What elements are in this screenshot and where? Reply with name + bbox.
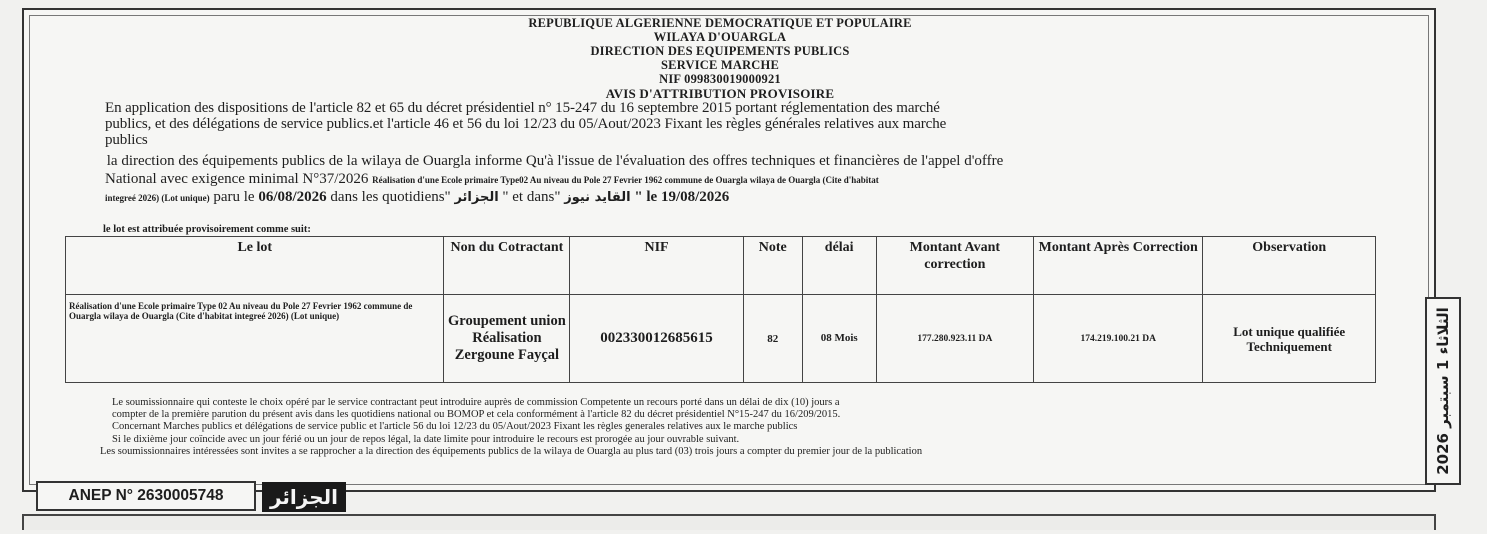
body-line-2 bbox=[105, 171, 1405, 188]
cell-contractant: Groupement union Réalisation Zergoune Fayçal bbox=[444, 295, 570, 383]
award-table bbox=[65, 236, 1376, 383]
note-line-3: Concernant Marches publics et délégations de service public et l'article 56 du loi 12/23 du 05/Aout/2023 Fixant les règles generales relatives aux le marche publics bbox=[112, 421, 798, 433]
lot-intro: le lot est attribuée provisoirement comme suit: bbox=[103, 224, 311, 235]
published-label: paru le bbox=[213, 189, 255, 205]
project-title-end: integreé 2026) (Lot unique) bbox=[105, 193, 210, 203]
col-note: Note bbox=[743, 237, 802, 295]
newspaper-2: القايد نيوز bbox=[564, 190, 631, 205]
col-contractant: Non du Cotractant bbox=[444, 237, 570, 295]
newspaper-1: الجزائر bbox=[454, 190, 499, 205]
note-line-5: Les soumissionnaires intéressées sont invites a se rapprocher a la direction des équipements publics de la wilaya de Ouargla au plus tard (03) trois jours a compter du premier jour de la publication bbox=[100, 445, 923, 457]
cell-note: 82 bbox=[743, 295, 802, 383]
header-service: SERVICE MARCHE bbox=[661, 58, 779, 72]
intro-line-3: publics bbox=[105, 132, 148, 148]
col-delai: délai bbox=[802, 237, 876, 295]
newspaper-logo: الجزائر bbox=[262, 482, 346, 512]
body-line-3 bbox=[105, 189, 1405, 206]
notice-title: AVIS D'ATTRIBUTION PROVISOIRE bbox=[605, 86, 835, 101]
note-line-4: Si le dixième jour coïncide avec un jour férié ou un jour de repos légal, la date limite pour introduire le recours est prorogée au jour ouvrable suivant. bbox=[112, 433, 740, 445]
note-line-2: compter de la première parution du présent avis dans les quotidiens national ou BOMOP et cela conformément à l'article 82 du décret présidentiel N°15-247 du 16/209/2015. bbox=[112, 409, 841, 421]
anep-number: ANEP N° 2630005748 bbox=[36, 481, 256, 511]
project-title-inline: Réalisation d'une Ecole primaire Type02 Au niveau du Pole 27 Fevrier 1962 commune de Ouargla wilaya de Ouargla (Cite d'habitat bbox=[372, 175, 879, 185]
issue-date-tab bbox=[1425, 297, 1461, 485]
cell-nif: 002330012685615 bbox=[570, 295, 744, 383]
appel-offre-number: National avec exigence minimal N°37/2026 bbox=[105, 171, 369, 187]
col-montant-avant: Montant Avant correction bbox=[876, 237, 1033, 295]
cell-lot: Réalisation d'une Ecole primaire Type 02 Au niveau du Pole 27 Fevrier 1962 commune de Ouargla wilaya de Ouargla (Cite d'habitat integreé 2026) (Lot unique) bbox=[66, 295, 444, 383]
intro-line-1: En application des dispositions de l'article 82 et 65 du décret présidentiel n° 15-247 du 16 septembre 2015 portant réglementation des marché bbox=[105, 100, 940, 116]
header-republic: REPUBLIQUE ALGERIENNE DEMOCRATIQUE ET POPULAIRE bbox=[528, 16, 912, 30]
second-date: 19/08/2026 bbox=[660, 189, 730, 205]
recourse-notes bbox=[100, 397, 1400, 458]
intro-line-2: publics, et des délégations de service publics.et l'article 46 et 56 du loi 12/23 du 05/Aout/2023 Fixant les règles générales relatives aux marche bbox=[105, 116, 947, 132]
cell-montant-apres: 174.219.100.21 DA bbox=[1033, 295, 1202, 383]
col-nif: NIF bbox=[570, 237, 744, 295]
body-line-1: la direction des équipements publics de la wilaya de Ouargla informe Qu'à l'issue de l'évaluation des offres techniques et financières de l'appel d'offre bbox=[103, 153, 1004, 169]
col-lot: Le lot bbox=[66, 237, 444, 295]
table-header-row bbox=[66, 237, 1376, 295]
header-direction: DIRECTION DES EQUIPEMENTS PUBLICS bbox=[590, 44, 850, 58]
table-row bbox=[66, 295, 1376, 383]
header-nif: NIF 099830019000921 bbox=[659, 72, 781, 86]
and-label: " et dans" bbox=[502, 189, 561, 205]
cell-montant-avant: 177.280.923.11 DA bbox=[876, 295, 1033, 383]
le-label: " le bbox=[634, 189, 658, 205]
col-montant-apres: Montant Après Correction bbox=[1033, 237, 1202, 295]
cell-delai: 08 Mois bbox=[802, 295, 876, 383]
cell-observation: Lot unique qualifiée Techniquement bbox=[1203, 295, 1376, 383]
header-wilaya: WILAYA D'OUARGLA bbox=[653, 30, 787, 44]
publication-date: 06/08/2026 bbox=[258, 189, 327, 205]
newspapers-label: dans les quotidiens" bbox=[330, 189, 451, 205]
next-notice-edge bbox=[22, 514, 1436, 530]
note-line-1: Le soumissionnaire qui conteste le choix opéré par le service contractant peut introduire auprès de commission Competente un recours porté dans un délai de dix (10) jours a bbox=[112, 397, 840, 408]
issue-date: الثلاثاء 1 سبتمبر 2026 bbox=[1434, 307, 1452, 475]
col-observation: Observation bbox=[1203, 237, 1376, 295]
